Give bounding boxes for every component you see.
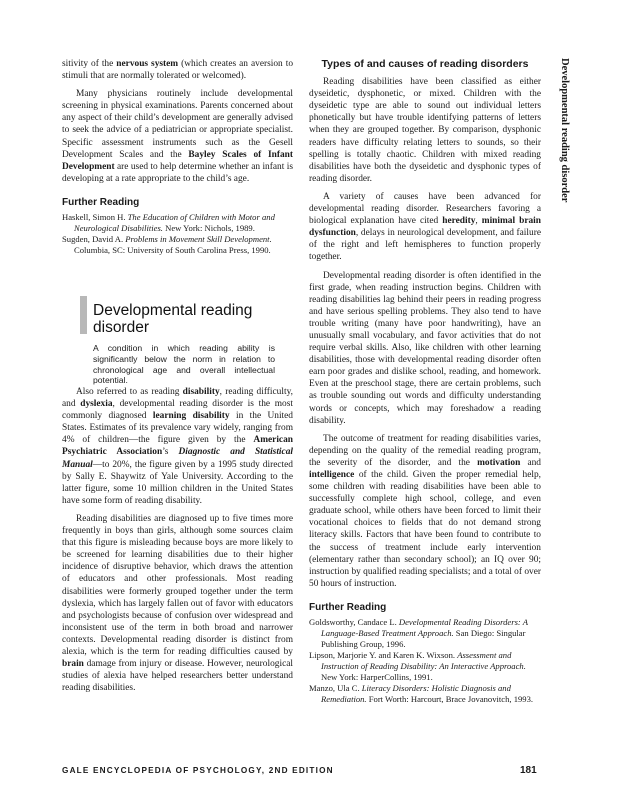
term-nervous-system: nervous system <box>116 59 179 69</box>
right-paragraph-1: Reading disabilities have been classified as either dyseidetic, dysphonetic, or mixed. Children with the dyseidetic type are able to sound out individual letters phonetically but have trouble identifying patterns of letters when they are grouped together. By comparison, dysphonic readers have difficulty relating letters to sounds, so their spelling is totally chaotic. Children with mixed reading disabilities have both the dyseidetic and dysphonic types of reading disorder. <box>309 77 541 184</box>
left-column-bottom <box>62 386 293 694</box>
left-paragraph-1: sitivity of the nervous system (which creates an aversion to stimuli that are normally tolerated or welcomed). <box>62 59 294 82</box>
right-paragraph-3: Developmental reading disorder is often identified in the first grade, when reading instruction begins. Children with reading disabilities lag behind their peers in reading progress and have serious spelling problems. They also tend to have trouble writing (many have poor handwriting), have an unusually small vocabulary, and favor activities that do not require verbal skills. Also, like children with other learning disabilities, those with developmental reading disorder often earn poor grades and dislike school, reading, and homework. Even at the preschool stage, there are certain problems, such as trouble sounding out words and difficulty understanding words or concepts, which may foreshadow a reading disability. <box>309 270 541 426</box>
left-column-top <box>62 58 293 256</box>
reference-item: Manzo, Ula C. Literacy Disorders: Holistic Diagnosis and Remediation. Fort Worth: Harcourt, Brace Jovanovitch, 1993. <box>309 683 534 705</box>
term-bayley-scales: Bayley Scales of Infant Development <box>62 149 293 172</box>
left-paragraph-2: Many physicians routinely include developmental screening in physical examinations. Parents concerned about any aspect of their child’s development are generally advised to seek the advice of a pediatrician or appropriate specialist. Specific assessment instruments such as the Gesell Development Scales and the Bayley Scales of Infant Development are used to help determine whether an infant is developing at a rate appropriate to the child’s age. <box>62 89 293 184</box>
right-column <box>309 58 541 705</box>
further-reading-heading-2: Further Reading <box>309 601 387 613</box>
entry-definition: A condition in which reading ability is significantly below the norm in relation to chronological age and overall intellectual potential. <box>93 343 275 386</box>
running-side-title: Developmental reading disorder <box>559 58 570 203</box>
reference-item: Lipson, Marjorie Y. and Karen K. Wixson. Assessment and Instruction of Reading Disability: An Interactive Approach. New York: HarperCollins, 1991. <box>309 650 526 683</box>
footer-page-number: 181 <box>520 765 537 776</box>
right-paragraph-4: The outcome of treatment for reading disabilities varies, depending on the quality of the remedial reading program, the severity of the disorder, and the motivation and intelligence of the child. Given the proper remedial help, some children with reading disabilities have been able to successfully complete high school, college, and even graduate school, while others have been forced to limit their vocational choices to fields that do not demand strong literacy skills. Factors that have been found to contribute to the success of treatment include early intervention (elementary rather than secondary school); an IQ over 90; instruction by qualified reading specialists; and a total of over 50 hours of instruction. <box>309 433 541 589</box>
left-paragraph-4: Reading disabilities are diagnosed up to five times more frequently in boys than girls, although some sources claim that this figure is misleading because boys are more likely to be screened for learning disabilities due to their higher incidence of disruptive behavior, which draws the attention of educators and other professionals. Most reading disabilities were formerly grouped together under the term dyslexia, which has largely fallen out of favor with educators and psychologists because of confusion over widespread and inconsistent use of the term in both broad and narrower contexts. Developmental reading disorder is distinct from alexia, which is the term for reading difficulties caused by brain damage from injury or disease. However, neurological studies of alexia have helped researchers better understand reading disabilities. <box>62 513 293 694</box>
section-heading-types-causes: Types of and causes of reading disorders <box>321 58 529 70</box>
reference-item: Haskell, Simon H. The Education of Children with Motor and Neurological Disabilities. New York: Nichols, 1989. <box>62 212 275 234</box>
left-paragraph-3: Also referred to as reading disability, reading difficulty, and dyslexia, developmental reading disorder is the most commonly diagnosed learning disability in the United States. Estimates of its prevalence vary widely, ranging from 4% of children—the figure given by the American Psychiatric Association’s Diagnostic and Statistical Manual—to 20%, the figure given by a 1995 study directed by Sally E. Shaywitz of Yale University. According to the latter figure, some 10 million children in the United States have some form of reading disability. <box>62 387 293 506</box>
reference-item: Goldsworthy, Candace L. Developmental Reading Disorders: A Language-Based Treatment Approach. San Diego: Singular Publishing Group, 1996. <box>309 617 528 650</box>
reference-item: Sugden, David A. Problems in Movement Skill Development. Columbia, SC: University of South Carolina Press, 1990. <box>62 234 272 256</box>
entry-accent-bar <box>80 296 87 334</box>
footer-publication: GALE ENCYCLOPEDIA OF PSYCHOLOGY, 2ND EDITION <box>62 766 334 775</box>
further-reading-heading-1: Further Reading <box>62 196 140 208</box>
right-paragraph-2: A variety of causes have been advanced for developmental reading disorder. Researchers favoring a biological explanation have cited heredity, minimal brain dysfunction, delays in neurological development, and failure of the right and left hemispheres to function properly together. <box>309 191 542 263</box>
entry-title: Developmental reading disorder <box>93 302 253 336</box>
